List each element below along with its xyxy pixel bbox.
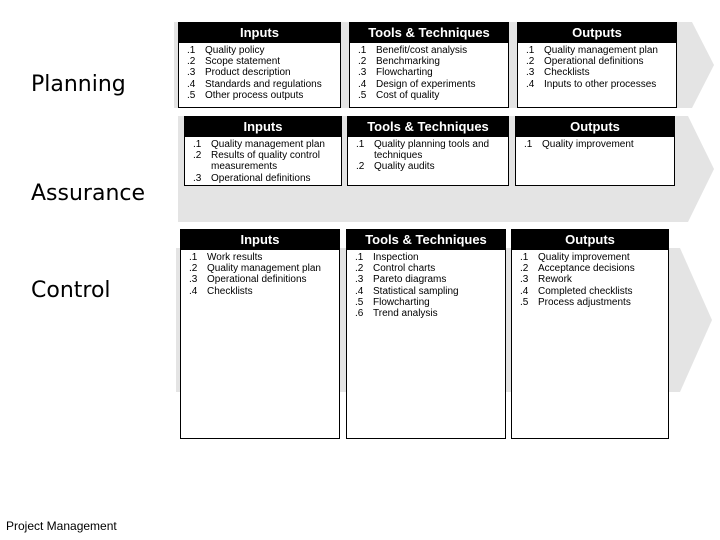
stage-label-control: Control xyxy=(31,278,111,303)
box-header: Outputs xyxy=(518,23,676,43)
list-item: .3 Flowcharting xyxy=(358,67,433,79)
planning-tools-box xyxy=(349,22,509,108)
box-header: Tools & Techniques xyxy=(347,230,505,250)
list-item: .3 Operational definitions xyxy=(189,274,307,286)
list-item: .2 Quality audits xyxy=(356,161,435,173)
list-item: .4 Statistical sampling xyxy=(355,285,459,297)
list-item: .3 Pareto diagrams xyxy=(355,274,447,286)
list-item: .1 Quality improvement xyxy=(524,139,634,150)
box-header: Outputs xyxy=(516,117,674,137)
planning-inputs-box xyxy=(178,22,341,108)
list-item: .4 Completed checklists xyxy=(520,285,633,297)
list-item: .2 Operational definitions xyxy=(526,56,644,68)
list-item: .1 Quality management plan xyxy=(193,139,325,150)
list-item: .3 Product description xyxy=(187,67,291,79)
list-item: .1 Inspection xyxy=(355,252,419,263)
box-header: Inputs xyxy=(179,23,340,43)
footer-text: Project Management xyxy=(6,519,117,533)
list-item: .5 Flowcharting xyxy=(355,296,430,308)
list-item: .1 Quality management plan xyxy=(526,45,658,56)
stage-label-planning: Planning xyxy=(31,72,126,97)
box-header: Inputs xyxy=(185,117,341,137)
box-header: Outputs xyxy=(512,230,668,250)
box-header: Inputs xyxy=(181,230,339,250)
assurance-inputs-box xyxy=(184,116,342,186)
list-item: .2 Results of quality control measurements xyxy=(193,150,320,173)
box-header: Tools & Techniques xyxy=(348,117,508,137)
stage-label-assurance: Assurance xyxy=(31,181,146,206)
box-header: Tools & Techniques xyxy=(350,23,508,43)
list-item: .4 Design of experiments xyxy=(358,78,476,90)
list-item: .5 Cost of quality xyxy=(358,89,440,101)
list-item: .1 Benefit/cost analysis xyxy=(358,45,468,56)
list-item: .2 Scope statement xyxy=(187,56,281,68)
control-outputs-box xyxy=(511,229,669,439)
list-item: .3 Rework xyxy=(520,274,572,286)
assurance-tools-box xyxy=(347,116,509,186)
list-item: .3 Operational definitions xyxy=(193,172,311,184)
control-inputs-box xyxy=(180,229,340,439)
list-item: .1 Work results xyxy=(189,252,263,263)
list-item: .1 Quality policy xyxy=(187,45,265,56)
list-item: .5 Process adjustments xyxy=(520,296,631,308)
list-item: .2 Quality management plan xyxy=(189,263,321,275)
planning-outputs-box xyxy=(517,22,677,108)
list-item: .2 Control charts xyxy=(355,263,436,275)
list-item: .4 Standards and regulations xyxy=(187,78,322,90)
list-item: .1 Quality improvement xyxy=(520,252,630,263)
list-item: .5 Other process outputs xyxy=(187,89,304,101)
list-item: .4 Inputs to other processes xyxy=(526,78,657,90)
list-item: .3 Checklists xyxy=(526,67,590,79)
list-item: .6 Trend analysis xyxy=(355,308,438,320)
list-item: .1 Quality planning tools and techniques xyxy=(356,139,490,162)
control-tools-box xyxy=(346,229,506,439)
list-item: .4 Checklists xyxy=(189,285,253,297)
list-item: .2 Benchmarking xyxy=(358,56,440,68)
list-item: .2 Acceptance decisions xyxy=(520,263,635,275)
assurance-outputs-box xyxy=(515,116,675,186)
